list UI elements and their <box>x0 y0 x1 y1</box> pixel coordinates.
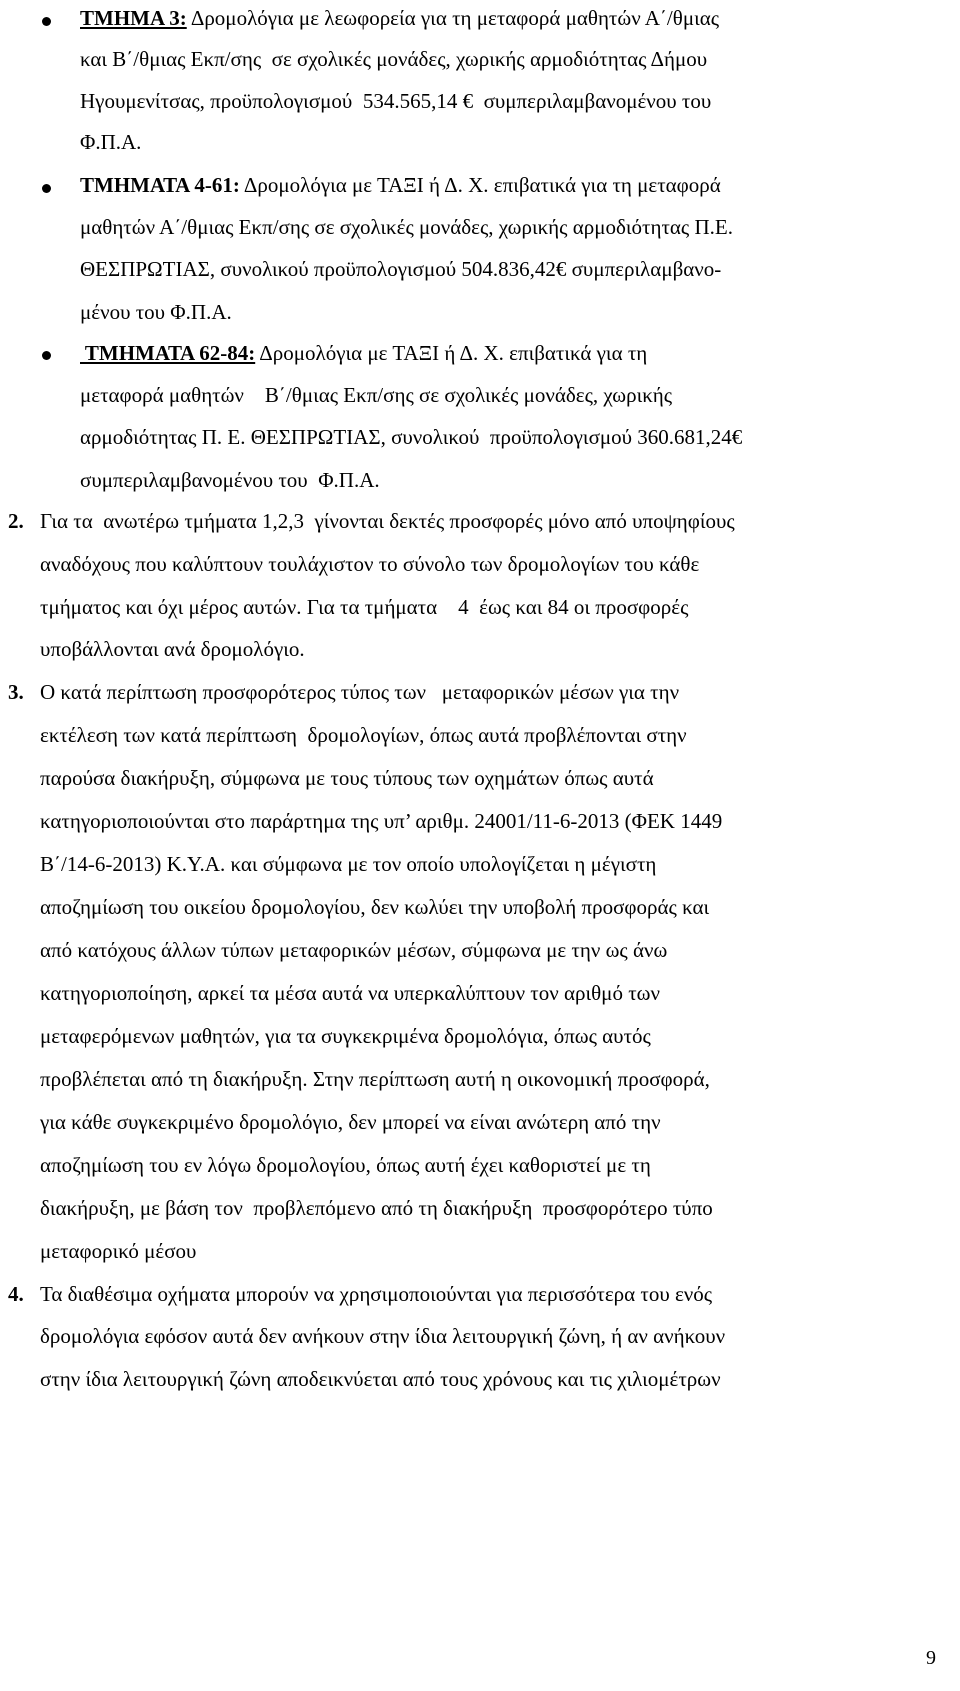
item-3-line-1: Ο κατά περίπτωση προσφορότερος τύπος των μεταφορικών μέσων για την <box>40 680 680 704</box>
item-3-line-8: κατηγοριοποίηση, αρκεί τα μέσα αυτά να υπερκαλύπτουν τον αριθμό των <box>40 981 660 1005</box>
item-2-line-3: τμήματος και όχι μέρος αυτών. Για τα τμήματα 4 έως και 84 οι προσφορές <box>40 595 689 619</box>
bullet-3-line-4: συμπεριλαμβανομένου του Φ.Π.Α. <box>80 468 380 492</box>
item-3-line-14: μεταφορικό μέσου <box>40 1239 197 1263</box>
bullet-3-line-1: ΤΜΗΜΑΤΑ 62-84: Δρομολόγια με ΤΑΞΙ ή Δ. Χ. επιβατικά για τη <box>80 341 648 365</box>
bullet-2-line-4: μένου του Φ.Π.Α. <box>80 300 232 324</box>
item-3-line-11: για κάθε συγκεκριμένο δρομολόγιο, δεν μπορεί να είναι ανώτερη από την <box>40 1110 661 1134</box>
item-3-line-7: από κατόχους άλλων τύπων μεταφορικών μέσων, σύμφωνα με την ως άνω <box>40 938 668 962</box>
bullet-1-line-1: ΤΜΗΜΑ 3: Δρομολόγια με λεωφορεία για τη μεταφορά μαθητών Α΄/θμιας <box>80 6 720 30</box>
bullet-3-line-3: αρμοδιότητας Π. Ε. ΘΕΣΠΡΩΤΙΑΣ, συνολικού προϋπολογισμού 360.681,24€ <box>80 425 743 449</box>
bullet-1-line-4: Φ.Π.Α. <box>80 130 142 154</box>
item-3-line-13: διακήρυξη, με βάση τον προβλεπόμενο από τη διακήρυξη προσφορότερο τύπο <box>40 1196 713 1220</box>
item-3-line-12: αποζημίωση του εν λόγω δρομολογίου, όπως αυτή έχει καθοριστεί με τη <box>40 1153 651 1177</box>
item-2-line-2: αναδόχους που καλύπτουν τουλάχιστον το σύνολο των δρομολογίων του κάθε <box>40 552 700 576</box>
item-3-line-3: παρούσα διακήρυξη, σύμφωνα με τους τύπους των οχημάτων όπως αυτά <box>40 766 654 790</box>
bullet-1-line-2: και Β΄/θμιας Εκπ/σης σε σχολικές μονάδες, χωρικής αρμοδιότητας Δήμου <box>80 47 708 71</box>
bullet-icon <box>42 351 51 360</box>
item-4-line-2: δρομολόγια εφόσον αυτά δεν ανήκουν στην ίδια λειτουργική ζώνη, ή αν ανήκουν <box>40 1324 726 1348</box>
bullet-1-line-3: Ηγουμενίτσας, προϋπολογισμού 534.565,14 € συμπεριλαμβανομένου του <box>80 89 712 113</box>
item-3-line-6: αποζημίωση του οικείου δρομολογίου, δεν κωλύει την υποβολή προσφοράς και <box>40 895 710 919</box>
bullet-2-line-1: ΤΜΗΜΑΤΑ 4-61: Δρομολόγια με ΤΑΞΙ ή Δ. Χ. επιβατικά για τη μεταφορά <box>80 173 721 197</box>
item-number: 3. <box>8 680 24 704</box>
item-3-line-4: κατηγοριοποιούνται στο παράρτημα της υπ’ αριθμ. 24001/11-6-2013 (ΦΕΚ 1449 <box>40 809 723 833</box>
bullet-2-line-2: μαθητών Α΄/θμιας Εκπ/σης σε σχολικές μονάδες, χωρικής αρμοδιότητας Π.Ε. <box>80 215 733 239</box>
item-4-line-1: Τα διαθέσιμα οχήματα μπορούν να χρησιμοποιούνται για περισσότερα του ενός <box>40 1282 713 1306</box>
bullet-3-line-2: μεταφορά μαθητών Β΄/θμιας Εκπ/σης σε σχολικές μονάδες, χωρικής <box>80 383 673 407</box>
bullet-2-line-3: ΘΕΣΠΡΩΤΙΑΣ, συνολικού προϋπολογισμού 504.836,42€ συμπεριλαμβανο- <box>80 257 722 281</box>
item-3-line-2: εκτέλεση των κατά περίπτωση δρομολογίων, όπως αυτά προβλέπονται στην <box>40 723 687 747</box>
item-2-line-1: Για τα ανωτέρω τμήματα 1,2,3 γίνονται δεκτές προσφορές μόνο από υποψηφίους <box>40 509 735 533</box>
item-2-line-4: υποβάλλονται ανά δρομολόγιο. <box>40 637 305 661</box>
bullet-icon <box>42 17 51 26</box>
page-number: 9 <box>926 1647 936 1669</box>
item-3-line-10: προβλέπεται από τη διακήρυξη. Στην περίπτωση αυτή η οικονομική προσφορά, <box>40 1067 710 1091</box>
item-number: 2. <box>8 509 24 533</box>
bullet-icon <box>42 184 51 193</box>
item-3-line-5: Β΄/14-6-2013) Κ.Υ.Α. και σύμφωνα με τον οποίο υπολογίζεται η μέγιστη <box>40 852 657 876</box>
item-number: 4. <box>8 1282 24 1306</box>
item-3-line-9: μεταφερόμενων μαθητών, για τα συγκεκριμένα δρομολόγια, όπως αυτός <box>40 1024 651 1048</box>
item-4-line-3: στην ίδια λειτουργική ζώνη αποδεικνύεται από τους χρόνους και τις χιλιομέτρων <box>40 1367 721 1391</box>
